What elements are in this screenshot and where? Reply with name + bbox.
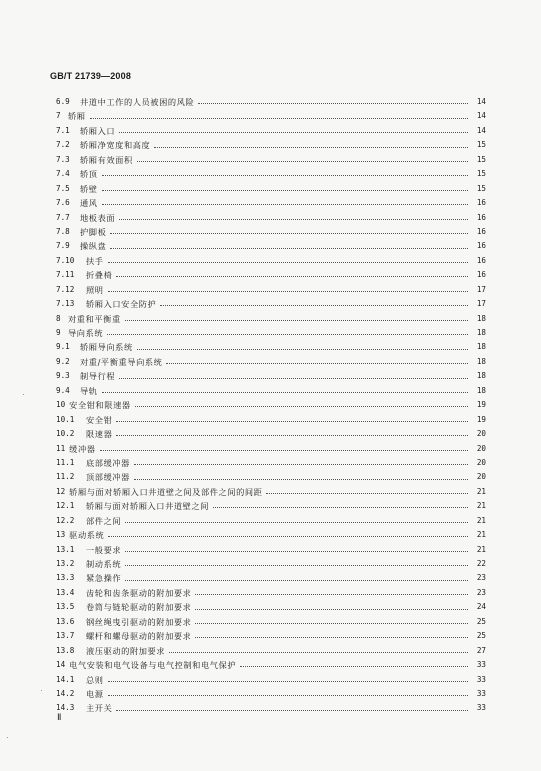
toc-entry-title: 轿厢与面对轿厢入口井道壁之间及部件之间的间距 <box>69 486 263 497</box>
toc-entry-page: 14 <box>476 125 486 135</box>
toc-dot-leader <box>125 551 468 552</box>
toc-entry-page: 21 <box>476 544 486 554</box>
toc-entry-page: 14 <box>476 111 486 121</box>
toc-entry <box>56 283 486 297</box>
toc-entry-title: 制动系统 <box>86 559 122 569</box>
page-number-footer: Ⅱ <box>57 712 62 722</box>
toc-entry <box>56 369 486 383</box>
toc-entry-page: 16 <box>476 226 486 236</box>
toc-entry <box>56 644 486 658</box>
toc-entry-number: 11.1 <box>56 457 75 467</box>
toc-entry-title: 主开关 <box>86 703 113 714</box>
toc-entry-number: 7.10 <box>56 255 75 265</box>
scan-speck <box>23 394 24 395</box>
toc-entry-number: 13.5 <box>56 602 75 612</box>
toc-entry-title: 缓冲器 <box>69 443 96 454</box>
toc-entry-page: 24 <box>476 602 486 612</box>
toc-entry <box>56 326 486 340</box>
toc-entry-number: 14 <box>56 660 66 670</box>
toc-dot-leader <box>125 522 468 523</box>
toc-dot-leader <box>154 147 468 148</box>
toc-dot-leader <box>119 378 468 379</box>
toc-entry-number: 7.5 <box>56 183 70 193</box>
toc-entry <box>56 384 486 398</box>
toc-entry-title: 电源 <box>86 688 104 699</box>
toc-entry-number: 10 <box>56 400 66 410</box>
toc-entry <box>56 413 486 427</box>
toc-entry <box>56 615 486 629</box>
toc-entry-title: 限速器 <box>86 429 113 440</box>
toc-entry-page: 21 <box>476 501 486 511</box>
toc-entry-page: 17 <box>476 299 486 309</box>
toc-entry-title: 轿厢净宽度和高度 <box>80 140 151 151</box>
toc-entry-page: 23 <box>476 587 486 597</box>
toc-entry-page: 21 <box>476 530 486 540</box>
toc-entry-page: 16 <box>476 198 486 208</box>
toc-entry <box>56 268 486 282</box>
toc-entry <box>56 211 486 225</box>
toc-entry <box>56 340 486 354</box>
toc-entry-page: 21 <box>476 486 486 496</box>
toc-entry-title: 护脚板 <box>80 226 107 237</box>
toc-entry-page: 22 <box>476 559 486 568</box>
toc-entry-title: 照明 <box>86 284 104 295</box>
toc-entry-title: 轿厢 <box>68 111 86 122</box>
toc-entry-number: 7.12 <box>56 284 75 294</box>
toc-dot-leader <box>108 536 468 537</box>
scan-speck <box>7 737 8 738</box>
toc-entry-page: 15 <box>476 183 486 193</box>
toc-dot-leader <box>125 320 468 321</box>
toc-entry-title: 扶手 <box>86 255 104 266</box>
toc-entry-page: 25 <box>476 631 486 641</box>
toc-entry <box>56 442 486 456</box>
toc-entry <box>56 398 486 412</box>
toc-entry-title: 制导行程 <box>80 371 116 382</box>
toc-entry <box>56 456 486 470</box>
toc-entry-number: 13.1 <box>56 544 75 554</box>
toc-entry-title: 底部缓冲器 <box>86 457 130 468</box>
toc-entry-title: 对重和平衡重 <box>68 313 121 324</box>
toc-entry-page: 18 <box>476 328 486 337</box>
toc-dot-leader <box>125 580 468 581</box>
toc-dot-leader <box>198 103 468 104</box>
toc-entry-page: 19 <box>476 400 486 410</box>
toc-entry-title: 部件之间 <box>86 515 122 526</box>
toc-entry-page: 20 <box>476 457 486 467</box>
toc-dot-leader <box>240 666 468 667</box>
toc-dot-leader <box>107 334 468 335</box>
toc-entry-title: 轿厢入口 <box>80 125 116 136</box>
toc-entry <box>56 239 486 253</box>
toc-entry-number: 11.2 <box>56 472 75 482</box>
toc-entry-number: 7 <box>56 111 61 121</box>
toc-entry-number: 7.7 <box>56 212 70 222</box>
toc-entry-title: 轿顶 <box>80 169 98 180</box>
toc-dot-leader <box>119 219 468 220</box>
toc-entry <box>56 95 486 109</box>
toc-entry-number: 12.2 <box>56 515 75 525</box>
toc-entry-page: 18 <box>476 313 486 323</box>
toc-dot-leader <box>213 507 468 508</box>
toc-entry <box>56 586 486 600</box>
toc-entry-number: 13.2 <box>56 559 75 568</box>
toc-entry-page: 14 <box>476 97 486 106</box>
toc-entry-number: 9.3 <box>56 371 70 381</box>
toc-entry-title: 折叠椅 <box>86 270 113 281</box>
toc-dot-leader <box>110 248 468 249</box>
table-of-contents <box>56 95 486 716</box>
toc-entry-number: 9.2 <box>56 356 70 366</box>
toc-entry-number: 7.8 <box>56 226 70 236</box>
toc-entry-title: 轿厢有效面积 <box>80 154 133 165</box>
toc-entry-number: 7.13 <box>56 299 75 309</box>
toc-entry-page: 33 <box>476 688 486 698</box>
toc-entry-title: 轿厢入口安全防护 <box>86 299 157 310</box>
toc-dot-leader <box>166 363 468 364</box>
toc-entry <box>56 254 486 268</box>
toc-entry-title: 地板表面 <box>80 212 116 223</box>
toc-entry-number: 11 <box>56 443 66 453</box>
toc-dot-leader <box>102 204 468 205</box>
toc-entry-number: 7.9 <box>56 241 70 251</box>
toc-entry-page: 15 <box>476 154 486 164</box>
toc-entry-title: 轿壁 <box>80 183 98 194</box>
toc-entry-number: 14.3 <box>56 703 75 713</box>
toc-dot-leader <box>116 276 468 277</box>
toc-dot-leader <box>137 161 468 162</box>
toc-entry <box>56 571 486 585</box>
toc-entry <box>56 138 486 152</box>
toc-entry-number: 7.11 <box>56 270 75 280</box>
toc-entry-title: 总则 <box>86 674 104 685</box>
toc-entry-number: 7.2 <box>56 140 70 150</box>
toc-entry <box>56 297 486 311</box>
toc-entry <box>56 600 486 614</box>
toc-entry-page: 16 <box>476 212 486 222</box>
toc-entry-page: 18 <box>476 342 486 352</box>
toc-entry-title: 顶部缓冲器 <box>86 472 130 483</box>
toc-entry <box>56 312 486 326</box>
toc-entry-page: 18 <box>476 356 486 366</box>
toc-dot-leader <box>102 392 468 393</box>
toc-entry-title: 卷筒与链轮驱动的附加要求 <box>86 602 192 613</box>
toc-entry-page: 20 <box>476 443 486 453</box>
toc-dot-leader <box>195 623 468 624</box>
toc-dot-leader <box>108 291 468 292</box>
toc-entry-number: 7.6 <box>56 198 70 208</box>
toc-entry-number: 10.2 <box>56 429 75 439</box>
toc-dot-leader <box>160 305 468 306</box>
toc-entry-page: 18 <box>476 371 486 381</box>
toc-entry-title: 安全钳和限速器 <box>69 400 131 411</box>
toc-dot-leader <box>110 233 468 234</box>
toc-entry-page: 23 <box>476 573 486 583</box>
toc-entry-number: 10.1 <box>56 414 75 424</box>
toc-entry-number: 7.1 <box>56 125 70 135</box>
toc-entry-title: 电气安装和电气设备与电气控制和电气保护 <box>69 660 237 671</box>
toc-entry <box>56 124 486 138</box>
toc-entry-title: 齿轮和齿条驱动的附加要求 <box>86 587 192 598</box>
toc-entry <box>56 673 486 687</box>
toc-entry-number: 14.1 <box>56 674 75 684</box>
toc-entry-title: 导轨 <box>80 385 98 396</box>
toc-entry-page: 33 <box>476 703 486 713</box>
toc-entry-title: 螺杆和螺母驱动的附加要求 <box>86 631 192 642</box>
standard-code-header: GB/T 21739—2008 <box>50 71 132 81</box>
toc-entry-number: 8 <box>56 313 61 323</box>
toc-entry-page: 25 <box>476 616 486 626</box>
toc-dot-leader <box>116 710 468 711</box>
toc-entry <box>56 109 486 123</box>
toc-entry <box>56 557 486 571</box>
toc-dot-leader <box>195 637 468 638</box>
toc-dot-leader <box>116 435 468 436</box>
toc-dot-leader <box>102 175 468 176</box>
toc-entry-number: 13.6 <box>56 616 75 626</box>
toc-entry <box>56 701 486 715</box>
toc-dot-leader <box>125 565 468 566</box>
toc-entry-page: 33 <box>476 674 486 684</box>
toc-entry-title: 导向系统 <box>68 328 104 338</box>
toc-entry-title: 驱动系统 <box>69 530 105 541</box>
toc-dot-leader <box>134 464 468 465</box>
toc-entry-number: 6.9 <box>56 97 70 106</box>
toc-entry <box>56 543 486 557</box>
toc-entry-page: 27 <box>476 645 486 655</box>
toc-entry-page: 16 <box>476 241 486 251</box>
toc-entry-title: 轿厢与面对轿厢入口井道壁之间 <box>86 501 210 512</box>
toc-entry <box>56 182 486 196</box>
toc-entry <box>56 355 486 369</box>
toc-entry-title: 一般要求 <box>86 544 122 555</box>
toc-entry-title: 液压驱动的附加要求 <box>86 645 166 656</box>
toc-entry-page: 16 <box>476 270 486 280</box>
toc-entry-page: 20 <box>476 472 486 482</box>
toc-entry-title: 钢丝绳曳引驱动的附加要求 <box>86 616 192 627</box>
toc-entry <box>56 528 486 542</box>
toc-entry-number: 12 <box>56 486 66 496</box>
toc-entry-title: 安全钳 <box>86 414 113 425</box>
toc-entry-page: 20 <box>476 429 486 439</box>
toc-dot-leader <box>108 262 468 263</box>
toc-entry-number: 9.4 <box>56 385 70 395</box>
toc-dot-leader <box>195 609 468 610</box>
toc-entry-title: 井道中工作的人员被困的风险 <box>80 97 195 107</box>
toc-dot-leader <box>169 652 468 653</box>
toc-dot-leader <box>108 695 468 696</box>
toc-entry-title: 操纵盘 <box>80 241 107 252</box>
toc-entry-number: 7.4 <box>56 169 70 179</box>
toc-entry-page: 19 <box>476 414 486 424</box>
toc-entry <box>56 687 486 701</box>
toc-dot-leader <box>100 450 468 451</box>
toc-dot-leader <box>134 479 468 480</box>
toc-entry <box>56 658 486 672</box>
toc-entry <box>56 427 486 441</box>
toc-entry-title: 紧急操作 <box>86 573 122 584</box>
toc-entry-number: 7.3 <box>56 154 70 164</box>
toc-dot-leader <box>137 349 468 350</box>
toc-entry <box>56 499 486 513</box>
toc-dot-leader <box>119 132 468 133</box>
toc-dot-leader <box>135 406 468 407</box>
toc-entry-number: 13.3 <box>56 573 75 583</box>
toc-entry <box>56 167 486 181</box>
toc-entry-page: 15 <box>476 140 486 150</box>
toc-entry <box>56 485 486 499</box>
toc-entry-page: 18 <box>476 385 486 395</box>
scan-speck <box>41 690 42 691</box>
toc-entry <box>56 629 486 643</box>
toc-dot-leader <box>116 421 468 422</box>
toc-entry-number: 14.2 <box>56 688 75 698</box>
toc-entry <box>56 153 486 167</box>
toc-entry-title: 对重/平衡重导向系统 <box>80 356 163 367</box>
toc-entry-number: 13.4 <box>56 587 75 597</box>
toc-dot-leader <box>266 493 468 494</box>
toc-dot-leader <box>90 118 468 119</box>
toc-entry-page: 16 <box>476 255 486 265</box>
toc-entry-number: 13 <box>56 530 66 540</box>
toc-entry <box>56 196 486 210</box>
toc-entry-page: 15 <box>476 169 486 179</box>
toc-entry-number: 9 <box>56 328 61 337</box>
toc-entry-title: 通风 <box>80 198 98 209</box>
toc-entry-number: 9.1 <box>56 342 70 352</box>
toc-dot-leader <box>102 190 468 191</box>
toc-entry-number: 13.8 <box>56 645 75 655</box>
toc-entry <box>56 225 486 239</box>
toc-entry-title: 轿厢导向系统 <box>80 342 133 353</box>
toc-dot-leader <box>108 681 468 682</box>
toc-entry-page: 33 <box>476 660 486 670</box>
toc-dot-leader <box>195 594 468 595</box>
toc-entry-number: 13.7 <box>56 631 75 641</box>
toc-entry-page: 21 <box>476 515 486 525</box>
toc-entry-number: 12.1 <box>56 501 75 511</box>
toc-entry <box>56 470 486 484</box>
toc-entry-page: 17 <box>476 284 486 294</box>
toc-entry <box>56 514 486 528</box>
